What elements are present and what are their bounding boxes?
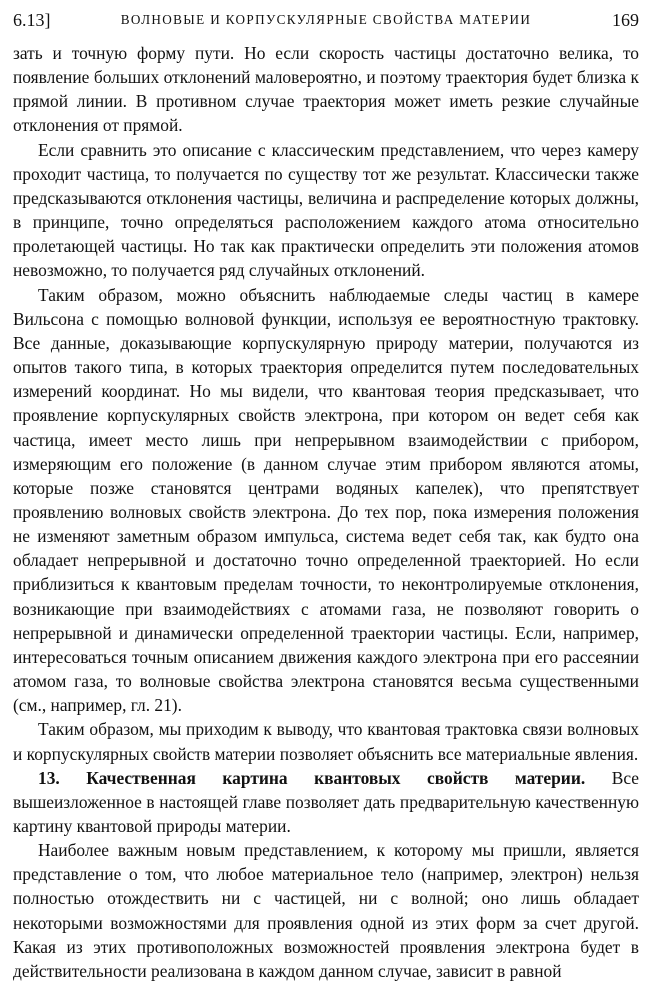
section-intro-text: Все вышеизложенное в настоящей главе позволяет дать предварительную качественную картину квантовой природы материи. bbox=[13, 767, 639, 836]
paragraph-4: Таким образом, мы приходим к выводу, что квантовая трактовка связи волновых и корпускулярных свойств материи позволяет объяснить все материальные явления. bbox=[13, 719, 639, 764]
page-number: 169 bbox=[612, 10, 639, 30]
section-number: 6.13] bbox=[13, 10, 51, 30]
paragraph-2: Если сравнить это описание с классическим представлением, что через камеру проходит частица, то получается по существу тот же результат. Классически также предсказываются отклонения частицы, величина и распределение которых должны, в принципе, точно определяться расположением каждого атома относительно пролетающей частицы. Но так как практически определить эти положения атомов невозможно, то получается ряд случайных отклонений. bbox=[13, 139, 639, 281]
section-title: 13. Качественная картина квантовых свойств материи. bbox=[38, 767, 586, 788]
chapter-title: ВОЛНОВЫЕ И КОРПУСКУЛЯРНЫЕ СВОЙСТВА МАТЕРИИ bbox=[120, 12, 532, 27]
book-page bbox=[13, 6, 639, 983]
paragraph-3: Таким образом, можно объяснить наблюдаемые следы частиц в камере Вильсона с помощью волновой функции, используя ее вероятностную трактовку. Все данные, доказывающие корпускулярную природу материи, получаются из опытов такого типа, в которых траектория определится путем последовательных измерений координат. Но мы видели, что квантовая теория предсказывает, что проявление корпускулярных свойств электрона, при котором он ведет себя как частица, имеет место лишь при непрерывном взаимодействии с прибором, измеряющим его положение (в данном случае этим прибором являются атомы, которые позже становятся центрами водяных капелек), что препятствует проявлению волновых свойств электрона. До тех пор, пока измерения положения не изменяют заметным образом импульса, система ведет себя так, как будто она обладает непрерывной и достаточно точно определенной траекторией. Но если приблизиться к квантовым пределам точности, то неконтролируемые отклонения, возникающие при взаимодействиях с атомами газа, не позволяют говорить о непрерывной и динамически определенной траектории частицы. Если, например, интересоваться точным описанием движения каждого электрона при его рассеянии атомом газа, то волновые свойства электрона становятся весьма существенными (см., например, гл. 21). bbox=[13, 284, 639, 716]
section-paragraph bbox=[13, 766, 639, 838]
paragraph-1: зать и точную форму пути. Но если скорость частицы достаточно велика, то появление больших отклонений маловероятно, и поэтому траектория будет близка к прямой линии. В противном случае траектория может иметь резкие случайные отклонения от прямой. bbox=[13, 43, 639, 136]
running-head bbox=[13, 6, 639, 34]
body-text bbox=[13, 41, 639, 983]
paragraph-final: Наиболее важным новым представлением, к которому мы пришли, является представление о том, что любое материальное тело (например, электрон) нельзя полностью отождествить ни с частицей, ни с волной; оно лишь обладает некоторыми возможностями для проявления одной из этих форм за счет другой. Какая из этих противоположных возможностей проявления электрона будет в действительности реализована в каждом данном случае, зависит в равной bbox=[13, 840, 639, 981]
